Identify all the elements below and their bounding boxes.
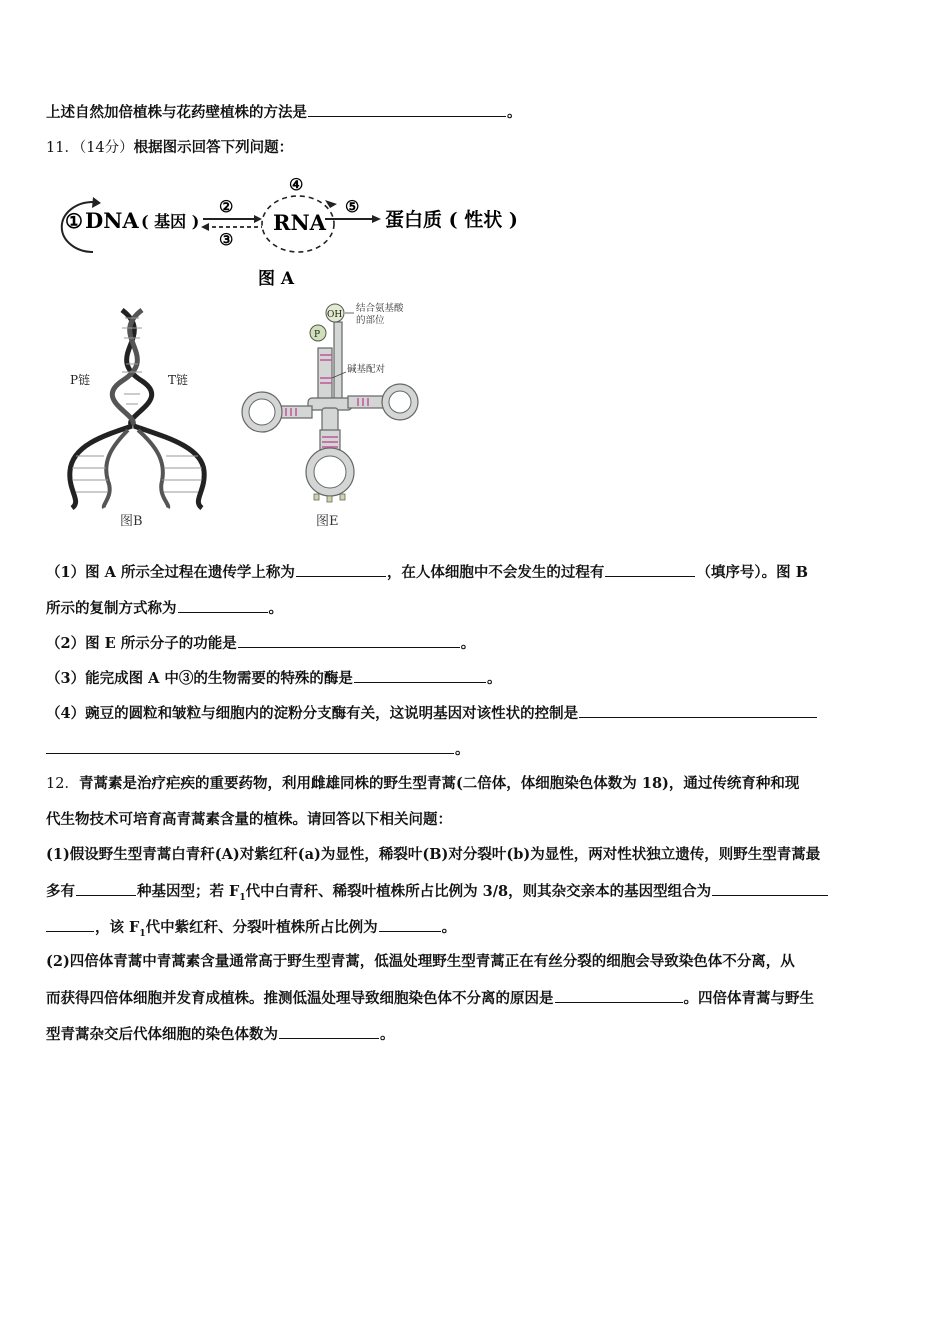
p-label: P xyxy=(314,330,321,340)
figure-a-flow-diagram xyxy=(55,170,545,290)
q11-sub4-line1: （4）豌豆的圆粒和皱粒与细胞内的淀粉分支酶有关，这说明基因对该性状的控制是 xyxy=(46,703,904,724)
blank xyxy=(76,881,136,896)
q12-line3: (1)假设野生型青蒿白青秆(A)对紫红秆(a)为显性，稀裂叶(B)对分裂叶(b)为显性，两对性状独立遗传，则野生型青蒿最 xyxy=(46,846,821,863)
q12-line7: 而获得四倍体细胞并发育成植株。推测低温处理导致细胞染色体不分离的原因是 。四倍体青蒿与野生 xyxy=(46,990,814,1007)
q11-sub3: （3）能完成图 A 中③的生物需要的特殊的酶是 。 xyxy=(46,670,502,687)
blank xyxy=(712,881,828,896)
blank xyxy=(279,1024,379,1039)
p-chain-label: P链 xyxy=(70,373,91,387)
figure-b-caption: 图B xyxy=(120,514,143,529)
t-chain-label: T链 xyxy=(168,373,189,387)
q12-line2: 代生物技术可培育高青蒿素含量的植株。请回答以下相关问题： xyxy=(46,811,452,828)
answer-line-prev: 上述自然加倍植株与花药壁植株的方法是 。 xyxy=(46,104,522,121)
blank xyxy=(555,988,683,1003)
q12-line8: 型青蒿杂交后代体细胞的染色体数为 。 xyxy=(46,1026,395,1043)
q12-line4: 多有 种基因型；若 $F_1$代中白青秆、稀裂叶植株所占比例为 3/8，则其杂交亲本的基因型组合为 xyxy=(46,881,904,908)
figure-e-caption: 图E xyxy=(316,514,339,529)
base-pairing-label: 碱基配对 xyxy=(347,364,386,375)
blank xyxy=(296,562,386,577)
blank xyxy=(46,739,454,754)
amino-acid-site-label-2: 的部位 xyxy=(356,315,385,326)
circled-5: ⑤ xyxy=(345,197,360,216)
blank xyxy=(238,633,460,648)
gene-label: ( 基因 ) xyxy=(141,212,200,231)
oh-label: OH xyxy=(327,310,343,320)
figure-e-trna xyxy=(238,300,438,510)
blank xyxy=(354,668,486,683)
blank xyxy=(178,598,268,613)
q11-sub1-line1: （1）图 A 所示全过程在遗传学上称为 ，在人体细胞中不会发生的过程有 （填序号）。图 B xyxy=(46,564,808,581)
circled-4: ④ xyxy=(289,175,304,194)
figure-a-caption: 图 A xyxy=(258,269,295,289)
circled-2: ② xyxy=(219,197,234,216)
q11-sub1-line2: 所示的复制方式称为 。 xyxy=(46,600,283,617)
q12-line1: 12．青蒿素是治疗疟疾的重要药物，利用雌雄同株的野生型青蒿(二倍体，体细胞染色体数为 18)，通过传统育种和现 xyxy=(46,775,800,792)
blank xyxy=(379,917,441,932)
question-11-header: 11．（14分）根据图示回答下列问题： xyxy=(46,139,294,156)
dna-label: DNA xyxy=(85,208,139,233)
q12-line6: (2)四倍体青蒿中青蒿素含量通常高于野生型青蒿，低温处理野生型青蒿正在有丝分裂的细胞会导致染色体不分离，从 xyxy=(46,953,795,970)
blank xyxy=(308,102,506,117)
blank xyxy=(46,917,94,932)
blank xyxy=(579,703,817,718)
blank xyxy=(605,562,695,577)
figure-b-dna-replication xyxy=(62,306,212,511)
q12-line5: ，该 $F_1$代中紫红秆、分裂叶植株所占比例为 。 xyxy=(46,917,904,944)
circled-3: ③ xyxy=(219,230,234,249)
circled-1: ① xyxy=(65,209,83,233)
rna-label: RNA xyxy=(273,210,326,235)
q11-sub4-line2: 。 xyxy=(46,739,904,760)
amino-acid-site-label-1: 结合氨基酸 xyxy=(356,303,404,314)
protein-label: 蛋白质 ( 性状 ) xyxy=(385,209,518,231)
q11-sub2: （2）图 E 所示分子的功能是 。 xyxy=(46,635,476,652)
